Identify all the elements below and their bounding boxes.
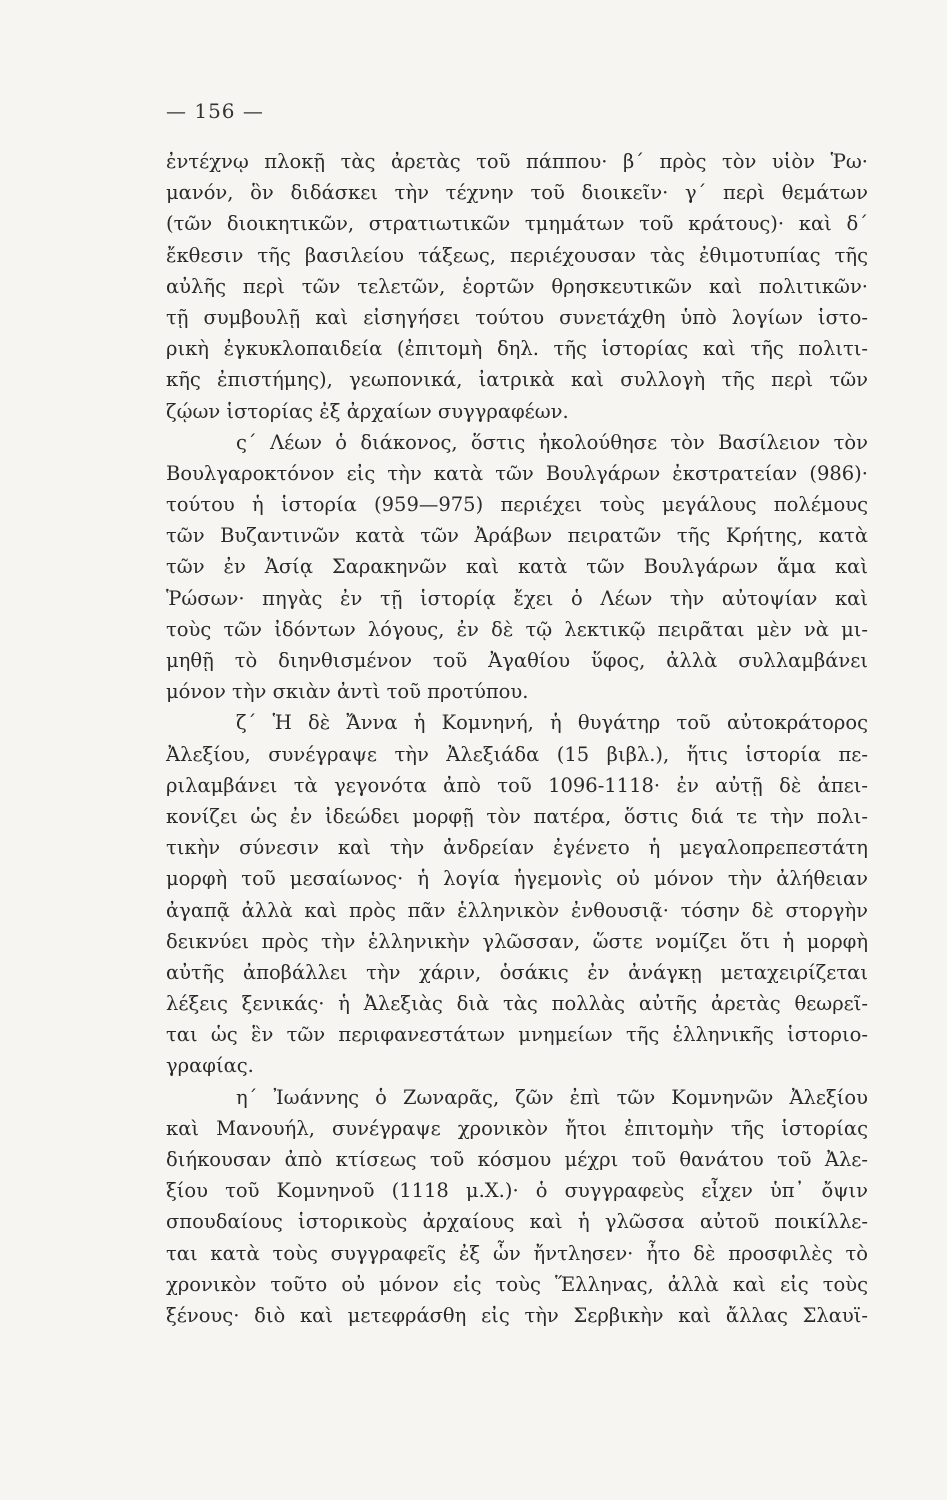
text-line: αὐλῆς περὶ τῶν τελετῶν, ἑορτῶν θρησκευτικῶν καὶ πολιτικῶν·	[166, 274, 868, 298]
text-line: τούτου ἡ ἱστορία (959—975) περιέχει τοὺς μεγάλους πολέμους	[166, 493, 868, 517]
text-line: τῶν Βυζαντινῶν κατὰ τῶν Ἀράβων πειρατῶν τῆς Κρήτης, κατὰ	[166, 524, 868, 548]
text-line: καὶ Μανουήλ, συνέγραψε χρονικὸν ἤτοι ἐπιτομὴν τῆς ἱστορίας	[166, 1116, 868, 1140]
text-line: μορφὴ τοῦ μεσαίωνος· ἡ λογία ἡγεμονὶς οὐ μόνον τὴν ἀλήθειαν	[166, 867, 868, 891]
text-line: δεικνύει πρὸς τὴν ἑλληνικὴν γλῶσσαν, ὥστε νομίζει ὅτι ἡ μορφὴ	[166, 929, 868, 953]
text-line: διήκουσαν ἀπὸ κτίσεως τοῦ κόσμου μέχρι τοῦ θανάτου τοῦ Ἀλε-	[166, 1148, 868, 1171]
text-line: Ἀλεξίου, συνέγραψε τὴν Ἀλεξιάδα (15 βιβλ.), ἥτις ἱστορία πε-	[166, 742, 868, 766]
text-line: ξένους· διὸ καὶ μετεφράσθη εἰς τὴν Σερβικὴν καὶ ἄλλας Σλαυϊ-	[166, 1303, 868, 1327]
text-line: μόνον τὴν σκιὰν ἀντὶ τοῦ προτύπου.	[166, 680, 529, 704]
text-line: τῇ συμβουλῇ καὶ εἰσηγήσει τούτου συνετάχθη ὑπὸ λογίων ἱστο-	[166, 305, 868, 329]
text-line: Ῥώσων· πηγὰς ἐν τῇ ἱστορίᾳ ἔχει ὁ Λέων τὴν αὐτοψίαν καὶ	[166, 586, 868, 610]
text-line: ζῴων ἱστορίας ἐξ ἀρχαίων συγγραφέων.	[166, 399, 569, 423]
text-line: ται κατὰ τοὺς συγγραφεῖς ἐξ ὧν ἤντλησεν· ἦτο δὲ προσφιλὲς τὸ	[166, 1241, 868, 1265]
text-line: ζ΄ Ἡ δὲ Ἄννα ἡ Κομνηνή, ἡ θυγάτηρ τοῦ αὐτοκράτορος	[236, 711, 868, 735]
text-line: ἀγαπᾷ ἀλλὰ καὶ πρὸς πᾶν ἑλληνικὸν ἐνθουσιᾷ· τόσην δὲ στοργὴν	[166, 898, 868, 922]
text-line: χρονικὸν τοῦτο οὐ μόνον εἰς τοὺς Ἕλληνας, ἀλλὰ καὶ εἰς τοὺς	[166, 1272, 868, 1296]
text-line: ριλαμβάνει τὰ γεγονότα ἀπὸ τοῦ 1096-1118· ἐν αὐτῇ δὲ ἀπει-	[166, 773, 868, 797]
text-line: ἐντέχνῳ πλοκῇ τὰς ἀρετὰς τοῦ πάππου· β΄ πρὸς τὸν υἱὸν Ῥω·	[166, 150, 868, 173]
text-line: ται ὡς ἓν τῶν περιφανεστάτων μνημείων τῆς ἑλληνικῆς ἱστοριο-	[166, 1023, 868, 1047]
text-line: σπουδαίους ἱστορικοὺς ἀρχαίους καὶ ἡ γλῶσσα αὐτοῦ ποικίλλε-	[166, 1210, 868, 1234]
text-line: ἔκθεσιν τῆς βασιλείου τάξεως, περιέχουσαν τὰς ἐθιμοτυπίας τῆς	[166, 243, 868, 267]
text-line: μανόν, ὃν διδάσκει τὴν τέχνην τοῦ διοικεῖν· γ΄ περὶ θεμάτων	[166, 181, 868, 205]
text-line: λέξεις ξενικάς· ἡ Ἀλεξιὰς διὰ τὰς πολλὰς αὐτῆς ἀρετὰς θεωρεῖ-	[166, 992, 868, 1016]
page-number: — 156 —	[166, 99, 264, 123]
text-line: (τῶν διοικητικῶν, στρατιωτικῶν τμημάτων τοῦ κράτους)· καὶ δ΄	[166, 212, 868, 236]
text-line: γραφίας.	[166, 1054, 254, 1078]
text-line: μηθῇ τὸ διηνθισμένον τοῦ Ἀγαθίου ὕφος, ἀλλὰ συλλαμβάνει	[166, 649, 868, 672]
text-line: τῶν ἐν Ἀσίᾳ Σαρακηνῶν καὶ κατὰ τῶν Βουλγάρων ἅμα καὶ	[166, 555, 868, 579]
text-line: ξίου τοῦ Κομνηνοῦ (1118 μ.Χ.)· ὁ συγγραφεὺς εἶχεν ὑπ᾿ ὄψιν	[166, 1179, 868, 1203]
text-line: κῆς ἐπιστήμης), γεωπονικά, ἰατρικὰ καὶ συλλογὴ τῆς περὶ τῶν	[166, 368, 868, 392]
text-line: η΄ Ἰωάννης ὁ Ζωναρᾶς, ζῶν ἐπὶ τῶν Κομνηνῶν Ἀλεξίου	[236, 1085, 868, 1109]
text-line: κονίζει ὡς ἐν ἰδεώδει μορφῇ τὸν πατέρα, ὅστις διά τε τὴν πολι-	[166, 804, 868, 828]
text-line: τοὺς τῶν ἰδόντων λόγους, ἐν δὲ τῷ λεκτικῷ πειρᾶται μὲν νὰ μι-	[166, 617, 868, 641]
text-line: τικὴν σύνεσιν καὶ τὴν ἀνδρείαν ἐγένετο ἡ μεγαλοπρεπεστάτη	[166, 836, 868, 860]
text-line: Βουλγαροκτόνον εἰς τὴν κατὰ τῶν Βουλγάρων ἐκστρατείαν (986)·	[166, 461, 868, 485]
body-text	[166, 146, 868, 1331]
text-line: ρικὴ ἐγκυκλοπαιδεία (ἐπιτομὴ δηλ. τῆς ἱστορίας καὶ τῆς πολιτι-	[166, 337, 868, 361]
text-line: ς΄ Λέων ὁ διάκονος, ὅστις ἠκολούθησε τὸν Βασίλειον τὸν	[236, 430, 868, 454]
text-line: αὐτῆς ἀποβάλλει τὴν χάριν, ὁσάκις ἐν ἀνάγκῃ μεταχειρίζεται	[166, 960, 868, 984]
